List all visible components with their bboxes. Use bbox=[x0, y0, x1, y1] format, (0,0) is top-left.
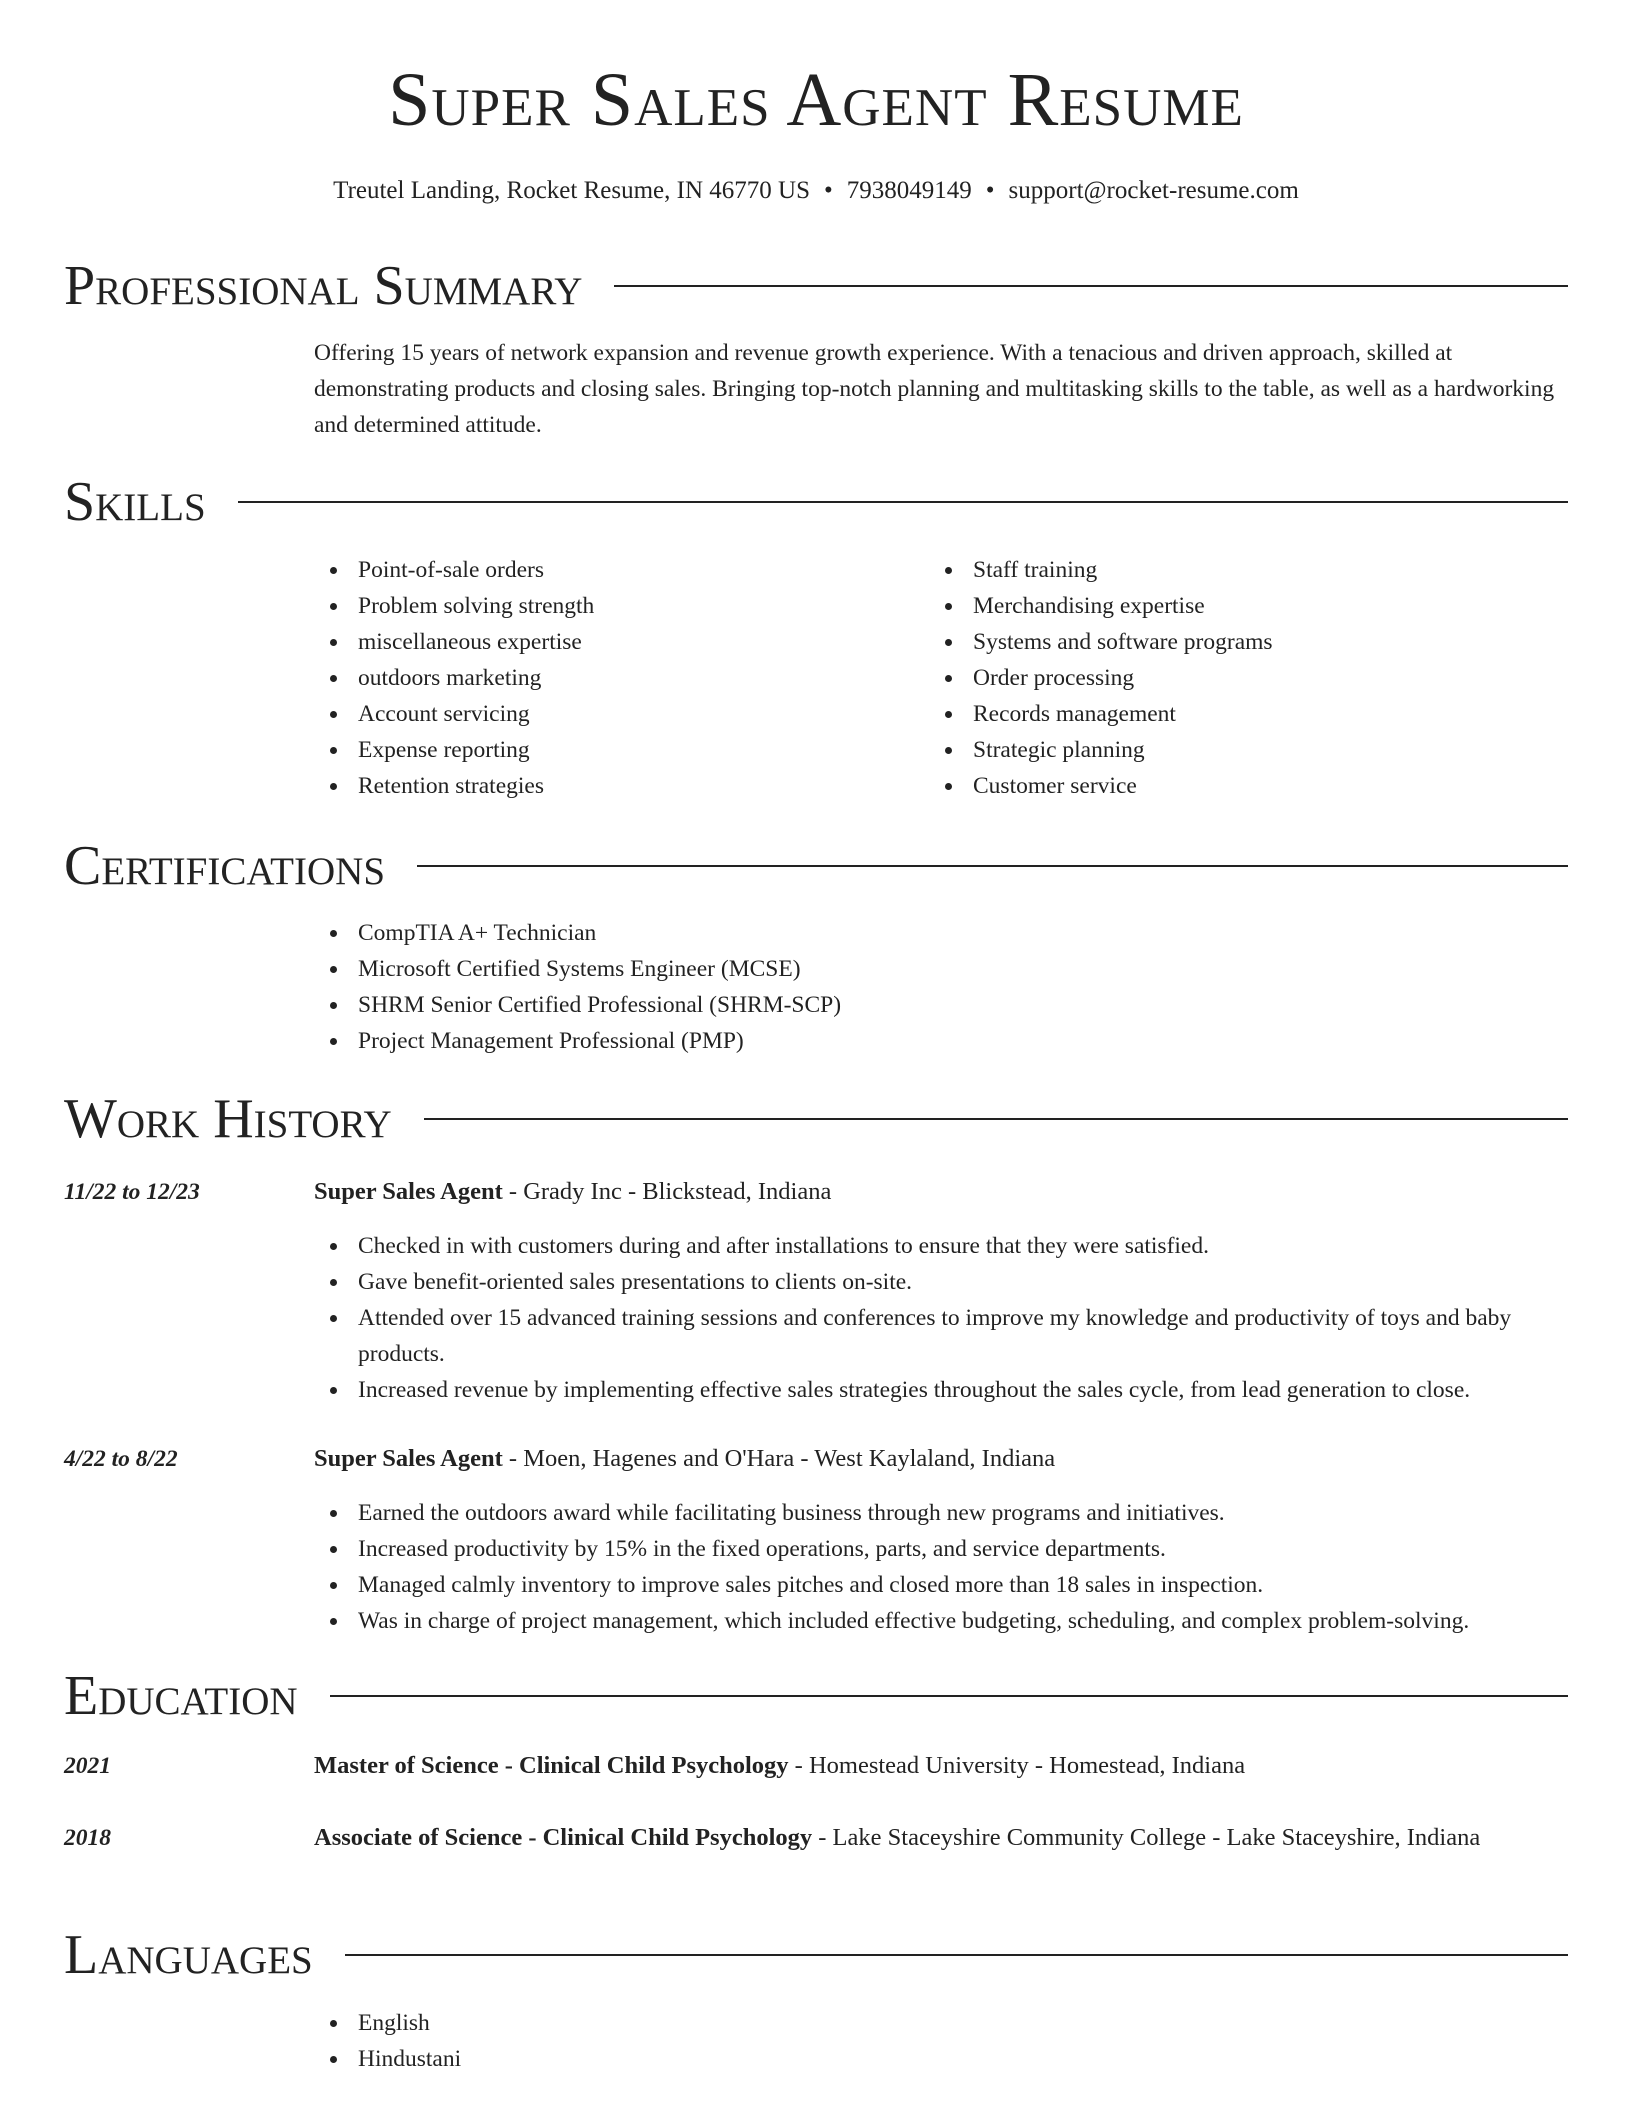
section-header-work-history bbox=[64, 1089, 1568, 1149]
skill-item: outdoors marketing bbox=[314, 660, 874, 696]
job-bullet: Was in charge of project management, which included effective budgeting, scheduling, and complex problem-solving. bbox=[314, 1603, 1576, 1639]
contact-email: support@rocket-resume.com bbox=[1008, 177, 1299, 204]
skill-item: Account servicing bbox=[314, 696, 874, 732]
skill-item: Problem solving strength bbox=[314, 588, 874, 624]
education-year: 2018 bbox=[64, 1825, 111, 1851]
section-divider bbox=[614, 285, 1568, 287]
job-heading bbox=[314, 1172, 1576, 1212]
job-bullet: Gave benefit-oriented sales presentations to clients on-site. bbox=[314, 1264, 1576, 1300]
section-divider bbox=[345, 1954, 1568, 1956]
job-bullet: Checked in with customers during and after installations to ensure that they were satisfied. bbox=[314, 1228, 1576, 1264]
language-item: English bbox=[314, 2005, 1576, 2041]
certifications-list bbox=[314, 915, 1576, 1059]
skills-column-1 bbox=[314, 552, 874, 804]
contact-separator: • bbox=[985, 177, 995, 204]
skill-item: Systems and software programs bbox=[929, 624, 1489, 660]
job-bullet: Attended over 15 advanced training sessions and conferences to improve my knowledge and productivity of toys and baby products. bbox=[314, 1300, 1576, 1372]
contact-address: Treutel Landing, Rocket Resume, IN 46770 US bbox=[333, 177, 810, 204]
skill-item: Merchandising expertise bbox=[929, 588, 1489, 624]
skill-item: Customer service bbox=[929, 768, 1489, 804]
section-title: Education bbox=[64, 1665, 298, 1727]
languages-list bbox=[314, 2005, 1576, 2077]
job-role: Super Sales Agent bbox=[314, 1178, 503, 1205]
education-degree: Associate of Science - Clinical Child Psychology bbox=[314, 1824, 813, 1851]
education-entry bbox=[314, 1746, 1576, 1786]
skill-item: Expense reporting bbox=[314, 732, 874, 768]
section-title: Languages bbox=[64, 1924, 313, 1986]
certification-item: Project Management Professional (PMP) bbox=[314, 1023, 1576, 1059]
skill-item: Order processing bbox=[929, 660, 1489, 696]
contact-line bbox=[0, 176, 1632, 206]
section-divider bbox=[330, 1695, 1568, 1697]
skill-item: miscellaneous expertise bbox=[314, 624, 874, 660]
job-dates: 11/22 to 12/23 bbox=[64, 1179, 200, 1205]
job-bullets bbox=[314, 1228, 1576, 1408]
section-title: Certifications bbox=[64, 835, 386, 897]
job-detail: - Moen, Hagenes and O'Hara - West Kaylaland, Indiana bbox=[502, 1445, 1056, 1472]
section-divider bbox=[417, 865, 1568, 867]
contact-phone: 7938049149 bbox=[846, 177, 972, 204]
language-item: Hindustani bbox=[314, 2041, 1576, 2077]
education-entry bbox=[314, 1818, 1576, 1858]
job-dates: 4/22 to 8/22 bbox=[64, 1446, 178, 1472]
skills-column-2 bbox=[929, 552, 1489, 804]
summary-text-block bbox=[314, 335, 1576, 443]
job-bullet: Increased productivity by 15% in the fixed operations, parts, and service departments. bbox=[314, 1531, 1576, 1567]
skill-item: Point-of-sale orders bbox=[314, 552, 874, 588]
summary-text: Offering 15 years of network expansion and revenue growth experience. With a tenacious and driven approach, skilled at demonstrating products and closing sales. Bringing top-notch planning and multitasking skills to the table, as well as a hardworking and determined attitude. bbox=[314, 340, 1555, 438]
certification-item: SHRM Senior Certified Professional (SHRM-SCP) bbox=[314, 987, 1576, 1023]
section-header-certifications bbox=[64, 836, 1568, 896]
job-detail: - Grady Inc - Blickstead, Indiana bbox=[502, 1178, 832, 1205]
skill-item: Records management bbox=[929, 696, 1489, 732]
resume-title: Super Sales Agent Resume bbox=[388, 58, 1244, 142]
section-header-education bbox=[64, 1666, 1568, 1726]
skill-item: Strategic planning bbox=[929, 732, 1489, 768]
education-detail: - Lake Staceyshire Community College - Lake Staceyshire, Indiana bbox=[812, 1824, 1481, 1851]
job-heading bbox=[314, 1439, 1576, 1479]
section-header-languages bbox=[64, 1925, 1568, 1985]
section-header-summary bbox=[64, 256, 1568, 316]
section-title: Skills bbox=[64, 471, 206, 533]
job-bullets bbox=[314, 1495, 1576, 1639]
job-bullet: Increased revenue by implementing effective sales strategies throughout the sales cycle, from lead generation to close. bbox=[314, 1372, 1576, 1408]
section-header-skills bbox=[64, 472, 1568, 532]
contact-separator: • bbox=[823, 177, 833, 204]
job-role: Super Sales Agent bbox=[314, 1445, 503, 1472]
job-bullet: Earned the outdoors award while facilitating business through new programs and initiatives. bbox=[314, 1495, 1576, 1531]
certification-item: Microsoft Certified Systems Engineer (MCSE) bbox=[314, 951, 1576, 987]
skill-item: Staff training bbox=[929, 552, 1489, 588]
certification-item: CompTIA A+ Technician bbox=[314, 915, 1576, 951]
education-detail: - Homestead University - Homestead, Indiana bbox=[788, 1752, 1246, 1779]
section-divider bbox=[238, 501, 1568, 503]
section-title: Work History bbox=[64, 1088, 392, 1150]
skill-item: Retention strategies bbox=[314, 768, 874, 804]
section-divider bbox=[424, 1118, 1568, 1120]
job-bullet: Managed calmly inventory to improve sales pitches and closed more than 18 sales in inspection. bbox=[314, 1567, 1576, 1603]
section-title: Professional Summary bbox=[64, 255, 583, 317]
education-degree: Master of Science - Clinical Child Psychology bbox=[314, 1752, 789, 1779]
education-year: 2021 bbox=[64, 1753, 111, 1779]
